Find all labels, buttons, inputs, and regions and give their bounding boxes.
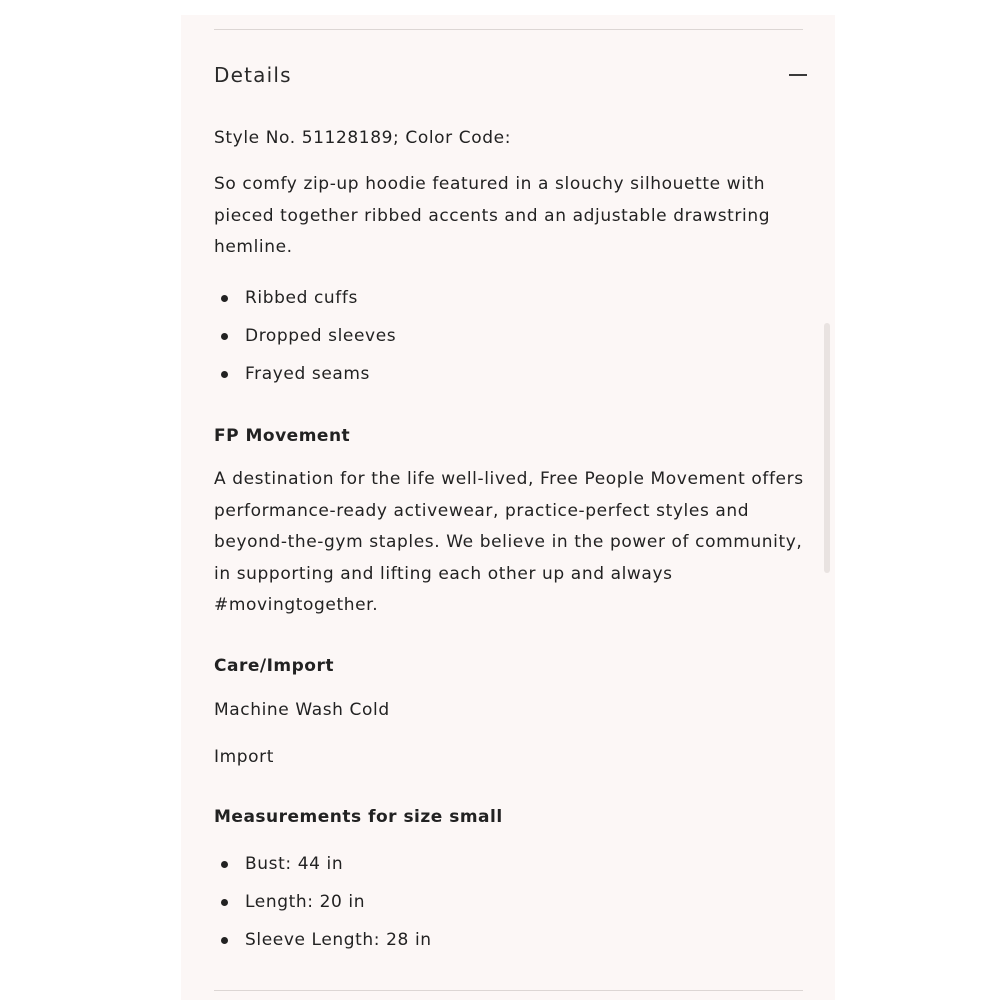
bullet-icon: [221, 937, 228, 944]
bullet-icon: [221, 861, 228, 868]
style-number: Style No. 51128189; Color Code:: [214, 128, 512, 148]
care-heading: Care/Import: [214, 656, 334, 676]
minus-icon[interactable]: [789, 74, 807, 76]
accordion-title: Details: [214, 63, 292, 87]
measurements-list: [214, 845, 809, 959]
list-item: [214, 279, 809, 317]
list-item: [214, 845, 809, 883]
list-item-text: Ribbed cuffs: [245, 288, 358, 308]
bullet-icon: [221, 333, 228, 340]
list-item: [214, 883, 809, 921]
list-item-text: Bust: 44 in: [245, 854, 344, 874]
scrollbar-thumb[interactable]: [824, 323, 830, 573]
product-description: So comfy zip-up hoodie featured in a slouchy silhouette with pieced together ribbed accents and an adjustable drawstring hemline.: [214, 174, 771, 257]
bullet-icon: [221, 371, 228, 378]
care-instruction: Machine Wash Cold: [214, 700, 390, 720]
list-item-text: Length: 20 in: [245, 892, 366, 912]
origin-text: Import: [214, 747, 275, 767]
bottom-divider: [214, 990, 803, 991]
list-item: [214, 317, 809, 355]
bullet-icon: [221, 295, 228, 302]
brand-description: A destination for the life well-lived, Free People Movement offers performance-ready activewear, practice-perfect styles and beyond-the-gym staples. We believe in the power of community, in supporting and lifting each other up and always #movingtogether.: [214, 469, 804, 615]
list-item-text: Frayed seams: [245, 364, 371, 384]
list-item-text: Sleeve Length: 28 in: [245, 930, 432, 950]
feature-list: [214, 279, 809, 393]
list-item-text: Dropped sleeves: [245, 326, 397, 346]
bullet-icon: [221, 899, 228, 906]
measurements-heading: Measurements for size small: [214, 807, 503, 827]
details-panel: [181, 15, 835, 1000]
list-item: [214, 355, 809, 393]
top-divider: [214, 29, 803, 30]
list-item: [214, 921, 809, 959]
brand-heading: FP Movement: [214, 426, 351, 446]
details-accordion-toggle[interactable]: [214, 55, 809, 95]
